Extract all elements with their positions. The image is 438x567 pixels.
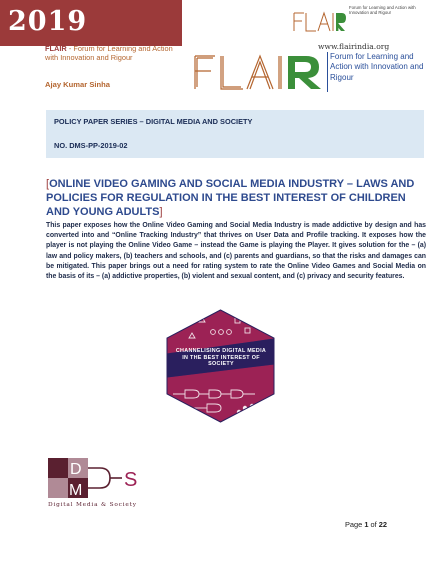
flair-main-logo <box>191 51 324 93</box>
small-logo-tagline: Forum for Learning and Action with Innovation and Rigour <box>349 5 416 15</box>
dms-footer-text: Digital Media & Society <box>48 502 137 508</box>
flair-tagline <box>45 44 185 62</box>
dms-letter-s: S <box>124 469 138 491</box>
dms-letter-d: D <box>70 461 82 478</box>
series-box <box>46 110 424 158</box>
page-of: of <box>368 520 379 529</box>
year-banner <box>0 0 182 46</box>
flair-name: FLAIR <box>45 44 67 53</box>
flair-tagline-text: - Forum for Learning and Action with Innovation and Rigour <box>45 44 173 62</box>
main-logo-tagline: Forum for Learning and Action with Innovation and Rigour <box>330 52 424 82</box>
website-link[interactable]: www.flairindia.org <box>318 42 390 51</box>
paper-title <box>46 177 426 219</box>
series-number: NO. DMS-PP-2019-02 <box>54 141 128 150</box>
paper-abstract: This paper exposes how the Online Video Gaming and Social Media Industry is made addictive by design and has converted into and “Online Tracking Industry” that thrives on User Data and Profile tracking. It exposes how the player is not playing the Online Video Game – instead the Game is playing the Player. It gives solution for the – (a) law and policy makers, (b) teachers and schools, and (c) parents and guardians, so that the risks and damages can be mitigated. This paper brings out a need for rating system to rate the Online Video Games and Social Media on the basis of its – (a) addictive properties, (b) violent and sexual content, and (c) privacy and security features. <box>46 222 426 281</box>
title-bracket-close: ] <box>159 206 163 218</box>
dms-letter-m: M <box>69 482 83 499</box>
title-bracket-open: [ <box>46 178 50 190</box>
page-current: 1 <box>364 520 369 529</box>
flair-small-logo <box>292 11 348 33</box>
page-number <box>345 520 387 529</box>
paper-title-text: ONLINE VIDEO GAMING AND SOCIAL MEDIA INDUSTRY – LAWS AND POLICIES FOR REGULATION IN THE BEST INTEREST OF CHILDREN AND YOUNG ADULTS <box>46 178 415 218</box>
emblem-caption: CHANNELISING DIGITAL MEDIA IN THE BEST INTEREST OF SOCIETY <box>175 348 267 368</box>
series-title: POLICY PAPER SERIES – DIGITAL MEDIA AND SOCIETY <box>54 117 253 126</box>
author-name: Ajay Kumar Sinha <box>45 80 110 89</box>
logo-divider <box>327 52 328 92</box>
page-prefix: Page <box>345 520 365 529</box>
year-label: 2019 <box>8 6 88 37</box>
page-total: 22 <box>378 520 387 529</box>
